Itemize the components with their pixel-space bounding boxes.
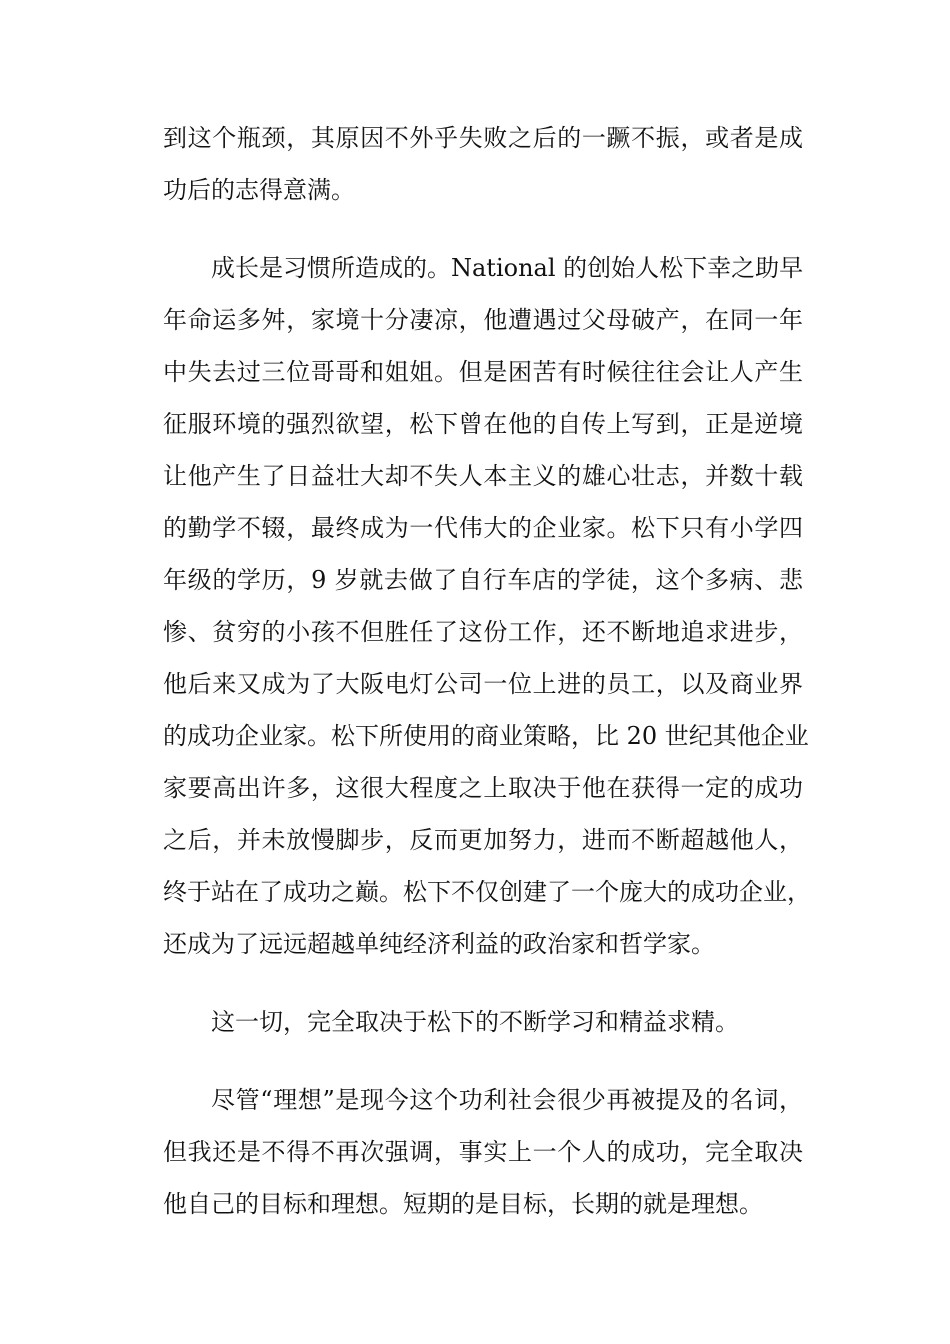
text-line: 还成为了远远超越单纯经济利益的政治家和哲学家。 [163,930,715,958]
text-line: 征服环境的强烈欲望，松下曾在他的自传上写到，正是逆境 [163,410,803,438]
text-line: 的勤学不辍，最终成为一代伟大的企业家。松下只有小学四 [163,514,803,542]
text-line: 这一切，完全取决于松下的不断学习和精益求精。 [211,1008,739,1036]
text-line: 功后的志得意满。 [163,176,355,204]
paragraph-3 [163,996,803,1048]
paragraph-4 [163,1074,803,1230]
text-line: 家要高出许多，这很大程度之上取决于他在获得一定的成功 [163,774,803,802]
text-line: 年级的学历，9 岁就去做了自行车店的学徒，这个多病、悲 [163,566,803,594]
text-line: 他自己的目标和理想。短期的是目标，长期的就是理想。 [163,1190,763,1218]
text-line: 终于站在了成功之巅。松下不仅创建了一个庞大的成功企业， [163,878,811,906]
text-line: 但我还是不得不再次强调，事实上一个人的成功，完全取决 [163,1138,803,1166]
text-line: 尽管“理想”是现今这个功利社会很少再被提及的名词， [211,1086,803,1114]
text-line: 之后，并未放慢脚步，反而更加努力，进而不断超越他人， [163,826,803,854]
text-line: 的成功企业家。松下所使用的商业策略，比 20 世纪其他企业 [163,722,809,750]
text-line: 中失去过三位哥哥和姐姐。但是困苦有时候往往会让人产生 [163,358,803,386]
text-line: 成长是习惯所造成的。National 的创始人松下幸之助早 [211,254,804,282]
document-body [163,112,811,1256]
paragraph-2 [163,242,811,970]
text-line: 到这个瓶颈，其原因不外乎失败之后的一蹶不振，或者是成 [163,124,803,152]
text-line: 让他产生了日益壮大却不失人本主义的雄心壮志，并数十载 [163,462,803,490]
paragraph-1 [163,112,803,216]
text-line: 他后来又成为了大阪电灯公司一位上进的员工，以及商业界 [163,670,803,698]
text-line: 年命运多舛，家境十分凄凉，他遭遇过父母破产，在同一年 [163,306,803,334]
text-line: 惨、贫穷的小孩不但胜任了这份工作，还不断地追求进步， [163,618,803,646]
